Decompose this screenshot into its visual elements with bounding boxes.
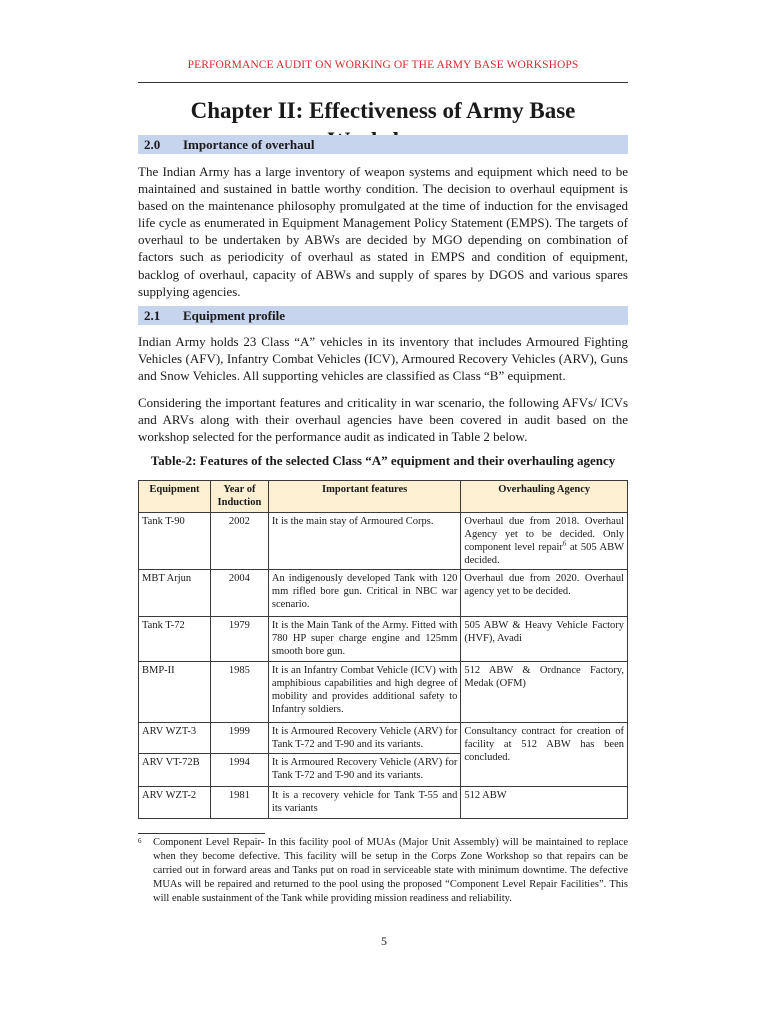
- cell-agency: [461, 513, 628, 570]
- cell-agency: 505 ABW & Heavy Vehicle Factory (HVF), Avadi: [461, 617, 628, 662]
- cell-equipment: ARV VT-72B: [139, 754, 211, 787]
- cell-equipment: ARV WZT-2: [139, 787, 211, 819]
- header-rule: [138, 82, 628, 83]
- section-title: Equipment profile: [183, 308, 285, 323]
- cell-agency: 512 ABW: [461, 787, 628, 819]
- chapter-title: Chapter II: Effectiveness of Army Base: [190, 98, 576, 123]
- cell-features: It is a recovery vehicle for Tank T-55 and its variants: [268, 787, 460, 819]
- section-number: 2.0: [144, 137, 161, 152]
- footnote-text: Component Level Repair- In this facility pool of MUAs (Major Unit Assembly) will be maintained to replace when they become defective. This facility will be setup in the Corps Zone Workshop so that repairs can be carried out in forward areas and Tanks put on road in serviceable state with minimum downtime. The defective MUAs will be repaired and returned to the pool using the proposed “Component Level Repair Facilities”. This will enable sustainment of the Tank while providing mission readiness and reliability.: [153, 837, 628, 904]
- column-header-features: Important features: [268, 481, 460, 513]
- paragraph-audit-coverage: Considering the important features and criticality in war scenario, the following AFVs/ ICVs and ARVs along with their overhaul agencies have been covered in audit based on the workshop selected for the performance audit as indicated in Table 2 below.: [138, 395, 628, 445]
- cell-features: It is Armoured Recovery Vehicle (ARV) for Tank T-72 and T-90 and its variants.: [268, 754, 460, 787]
- cell-equipment: ARV WZT-3: [139, 723, 211, 754]
- footnote: [138, 836, 628, 906]
- cell-agency: 512 ABW & Ordnance Factory, Medak (OFM): [461, 662, 628, 723]
- cell-equipment: BMP-II: [139, 662, 211, 723]
- cell-equipment: MBT Arjun: [139, 570, 211, 617]
- table-row: [139, 513, 628, 570]
- running-header: PERFORMANCE AUDIT ON WORKING OF THE ARMY BASE WORKSHOPS: [187, 59, 579, 71]
- table-row: [139, 787, 628, 819]
- cell-year: 2004: [210, 570, 268, 617]
- table-row: [139, 723, 628, 754]
- column-header-agency: Overhauling Agency: [461, 481, 628, 513]
- table-row: [139, 570, 628, 617]
- cell-equipment: Tank T-90: [139, 513, 211, 570]
- column-header-year: Year of Induction: [210, 481, 268, 513]
- page-number: 5: [381, 934, 387, 948]
- paragraph-importance-of-overhaul: The Indian Army has a large inventory of weapon systems and equipment which need to be maintained and sustained in battle worthy condition. The decision to overhaul equipment is based on the maintenance philosophy promulgated at the time of induction for the envisaged life cycle as enumerated in Equipment Management Policy Statement (EMPS). The targets of overhaul to be undertaken by ABWs are decided by MGO depending on combination of factors such as periodicity of overhaul as stated in EMPS and condition of equipment, backlog of overhaul, capacity of ABWs and supply of spares by DGOS and various spares supplying agencies.: [138, 164, 628, 299]
- cell-agency-text: Overhaul due from 2018. Overhaul Agency yet to be decided. Only component level repair: [464, 516, 624, 553]
- section-heading-2-0: [138, 135, 628, 154]
- cell-year: 2002: [210, 513, 268, 570]
- cell-year: 1981: [210, 787, 268, 819]
- paragraph-equipment-profile: Indian Army holds 23 Class “A” vehicles in its inventory that includes Armoured Fighting Vehicles (AFV), Infantry Combat Vehicles (ICV), Armoured Recovery Vehicles (ARV), Guns and Snow Vehicles. All supporting vehicles are classified as Class “B” equipment.: [138, 334, 628, 384]
- cell-year: 1985: [210, 662, 268, 723]
- cell-agency: Overhaul due from 2020. Overhaul agency yet to be decided.: [461, 570, 628, 617]
- equipment-table: [138, 480, 628, 819]
- section-number: 2.1: [144, 308, 161, 323]
- cell-agency-merged: Consultancy contract for creation of facility at 512 ABW has been concluded.: [461, 723, 628, 787]
- cell-equipment: Tank T-72: [139, 617, 211, 662]
- cell-features: An indigenously developed Tank with 120 mm rifled bore gun. Critical in NBC war scenario.: [268, 570, 460, 617]
- footnote-marker: 6: [138, 837, 142, 845]
- table-header-row: [139, 481, 628, 513]
- table-row: [139, 617, 628, 662]
- table-row: [139, 662, 628, 723]
- cell-agency-text-end: at 505 ABW decided.: [464, 542, 624, 566]
- section-heading-2-1: [138, 306, 628, 325]
- cell-year: 1979: [210, 617, 268, 662]
- table-caption: Table-2: Features of the selected Class “A” equipment and their overhauling agency: [150, 453, 616, 468]
- cell-year: 1999: [210, 723, 268, 754]
- cell-features: It is an Infantry Combat Vehicle (ICV) with amphibious capabilities and high degree of mobility and provides additional safety to Infantry soldiers.: [268, 662, 460, 723]
- cell-year: 1994: [210, 754, 268, 787]
- footnote-reference: 6: [562, 539, 567, 548]
- cell-features: It is Armoured Recovery Vehicle (ARV) for Tank T-72 and T-90 and its variants.: [268, 723, 460, 754]
- column-header-equipment: Equipment: [139, 481, 211, 513]
- cell-features: It is the Main Tank of the Army. Fitted with 780 HP super charge engine and 125mm smooth bore gun.: [268, 617, 460, 662]
- section-title: Importance of overhaul: [183, 137, 315, 152]
- footnote-rule: [138, 833, 265, 834]
- cell-features: It is the main stay of Armoured Corps.: [268, 513, 460, 570]
